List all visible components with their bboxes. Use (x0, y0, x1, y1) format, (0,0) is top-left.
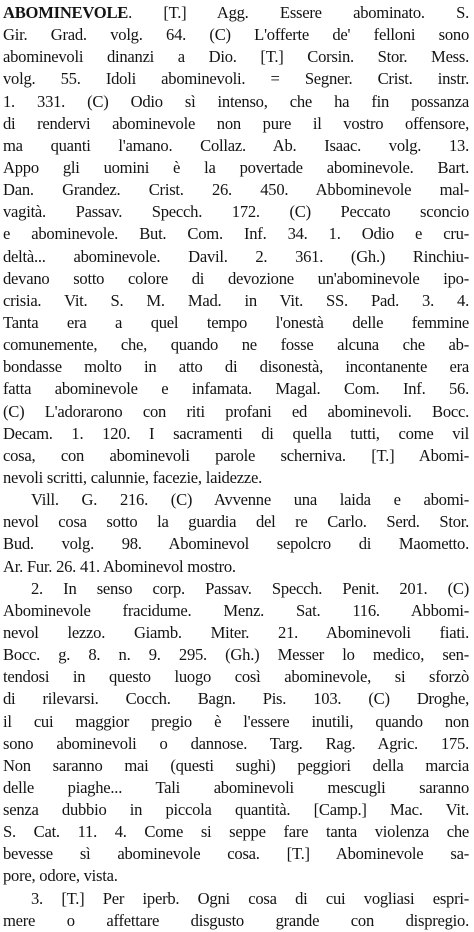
entry-line-13: devano sotto colore di devozione un'abominevole ipo- (3, 268, 469, 288)
entry-line-20: Decam. 1. 120. I sacramenti di quella tutti, come vil (3, 423, 469, 443)
sense-2-line-5: tendosi in questo luogo così abominevole, si sforzò (3, 667, 469, 687)
entry-line-2: Gir. Grad. volg. 64. (C) L'offerte de' felloni sono (3, 25, 469, 45)
entry-line-19: (C) L'adorarono con riti profani ed abominevoli. Bocc. (3, 401, 469, 421)
entry-line-16: comunemente, che, quando ne fosse alcuna che ab- (3, 335, 469, 355)
sense-2-line-1: 2. In senso corp. Passav. Specch. Penit. 201. (C) (31, 578, 469, 598)
entry-line-25: Bud. volg. 98. Abominevol sepolcro di Maometto. (3, 534, 469, 554)
entry-line-10: vagità. Passav. Specch. 172. (C) Peccato sconcio (3, 202, 469, 222)
sense-2-line-14: pore, odore, vista. (3, 866, 118, 886)
sense-2-line-10: delle piaghe... Tali abominevoli mescugli saranno (3, 777, 469, 797)
entry-line-4: volg. 55. Idoli abominevoli. = Segner. Crist. instr. (3, 69, 469, 89)
sense-3-line-1: 3. [T.] Per iperb. Ogni cosa di cui vogliasi espri- (31, 888, 469, 908)
entry-line-23: Vill. G. 216. (C) Avvenne una laida e abomi- (31, 490, 469, 510)
headword: ABOMINEVOLE (3, 3, 129, 22)
sense-2-line-13: bevesse sì abominevole cosa. [T.] Abominevole sa- (3, 844, 469, 864)
entry-line-22: nevoli scritti, calunnie, facezie, laidezze. (3, 467, 262, 487)
entry-line-7: ma quanti l'amano. Collaz. Ab. Isaac. volg. 13. (3, 135, 469, 155)
entry-line-6: di rendervi abominevole non pure il vostro offensore, (3, 113, 469, 133)
entry-line-14: crisia. Vit. S. M. Mad. in Vit. SS. Pad. 3. 4. (3, 290, 469, 310)
entry-line-11: e abominevole. But. Com. Inf. 34. 1. Odio e cru- (3, 224, 469, 244)
sense-2-line-8: sono abominevoli o dannose. Targ. Rag. Agric. 175. (3, 733, 469, 753)
entry-line-17: bondasse molto in atto di disonestà, incontanente era (3, 357, 469, 377)
entry-line-3: abominevoli dinanzi a Dio. [T.] Corsin. Stor. Mess. (3, 47, 469, 67)
sense-2-line-7: il cui maggior pregio è l'essere inutili, quando non (3, 711, 469, 731)
sense-2-line-2: Abominevole fracidume. Menz. Sat. 116. Abbomi- (3, 600, 469, 620)
entry-line-18: fatta abominevole e infamata. Magal. Com. Inf. 56. (3, 379, 469, 399)
sense-2-line-12: S. Cat. 11. 4. Come si seppe fare tanta violenza che (3, 822, 469, 842)
entry-line-1: ABOMINEVOLE. [T.] Agg. Essere abominato. S. (3, 3, 469, 22)
entry-line-9: Dan. Grandez. Crist. 26. 450. Abbominevole mal- (3, 180, 469, 200)
sense-2-line-6: di rilevarsi. Cocch. Bagn. Pis. 103. (C) Droghe, (3, 689, 469, 709)
sense-2-line-9: Non saranno mai (questi sughi) peggiori della marcia (3, 755, 469, 775)
sense-3-line-2: mere o affettare disgusto grande con dispregio. (3, 910, 469, 930)
entry-line-12: deltà... abominevole. Davil. 2. 361. (Gh.) Rinchiu- (3, 246, 469, 266)
entry-line-24: nevol cosa sotto la guardia del re Carlo. Serd. Stor. (3, 512, 469, 532)
entry-line-8: Appo gli uomini è la povertade abominevole. Bart. (3, 157, 469, 177)
sense-2-line-11: senza dubbio in piccola quantità. [Camp.] Mac. Vit. (3, 800, 469, 820)
entry-line-5: 1. 331. (C) Odio sì intenso, che ha fin possanza (3, 91, 469, 111)
entry-line-15: Tanta era a quel tempo l'onestà delle femmine (3, 312, 469, 332)
sense-2-line-4: Bocc. g. 8. n. 9. 295. (Gh.) Messer lo medico, sen- (3, 645, 469, 665)
entry-line-26: Ar. Fur. 26. 41. Abominevol mostro. (3, 556, 236, 576)
entry-line-21: cosa, con abominevoli parole scherniva. [T.] Abomi- (3, 445, 469, 465)
sense-2-line-3: nevol lezzo. Giamb. Miter. 21. Abominevoli fiati. (3, 622, 469, 642)
